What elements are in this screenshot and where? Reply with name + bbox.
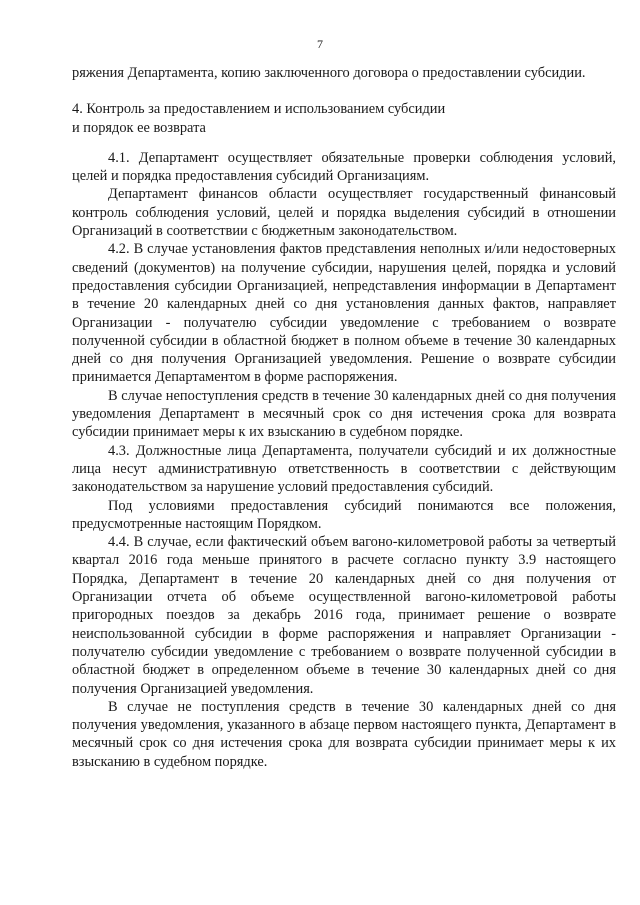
page-number: 7 (317, 37, 323, 51)
paragraph-conditions: Под условиями предоставления субсидий понимаются все положения, предусмотренные настоящим Порядком. (72, 497, 616, 532)
paragraph-finance-control: Департамент финансов области осуществляет государственный финансовый контроль соблюдения условий, целей и порядка выделения субсидий в отношении Организаций в соответствии с бюджетным законодательством. (72, 186, 616, 240)
section-heading (72, 100, 616, 137)
section-heading-line-1: 4. Контроль за предоставлением и использованием субсидии (72, 101, 446, 118)
continuation-text: ряжения Департамента, копию заключенного договора о предоставлении субсидии. (72, 65, 586, 81)
paragraph-non-receipt: В случае непоступления средств в течение 30 календарных дней со дня получения уведомления Департамент в месячный срок со дня истечения срока для возврата субсидии принимает меры к их взысканию в судебном порядке. (72, 387, 616, 441)
section-heading-line-2: и порядок ее возврата (72, 119, 206, 136)
paragraph-recovery: В случае не поступления средств в течение 30 календарных дней со дня получения уведомления, указанного в абзаце первом настоящего пункта, Департамент в месячный срок со дня истечения срока для возврата субсидии принимает меры к их взысканию в судебном порядке. (72, 698, 616, 770)
document-body (72, 64, 616, 771)
paragraph-4-4: 4.4. В случае, если фактический объем вагоно-километровой работы за четвертый квартал 2016 года меньше принятого в расчете согласно пункту 3.9 настоящего Порядка, Департамент в течение 20 календарных дней со дня получения от Организации отчета об объеме осуществленной вагоно-километровой работы пригородных поездов за декабрь 2016 года, принимает решение о возврате неиспользованной субсидии в форме распоряжения и направляет Организации - получателю субсидии уведомление с требованием о возврате полученной субсидии в областной бюджет в определенном объеме в течение 30 календарных дней со дня получения Организацией уведомления. (72, 534, 616, 697)
paragraph-4-2: 4.2. В случае установления фактов представления неполных и/или недостоверных сведений (документов) на получение субсидии, нарушения целей, порядка и условий предоставления субсидии Организацией, непредставления информации в Департамент в течение 20 календарных дней со дня установления данных фактов, направляет Организации - получателю субсидии уведомление с требованием о возврате полученной субсидии в областной бюджет в полном объеме в течение 30 календарных дней со дня получения Организацией уведомления. Решение о возврате субсидии принимается Департаментом в форме распоряжения. (72, 241, 616, 386)
paragraph-4-3: 4.3. Должностные лица Департамента, получатели субсидий и их должностные лица несут административную ответственность в соответствии с действующим законодательством за нарушение условий предоставления субсидий. (72, 442, 616, 496)
paragraph-4-1: 4.1. Департамент осуществляет обязательные проверки соблюдения условий, целей и порядка предоставления субсидий Организациям. (72, 149, 616, 185)
